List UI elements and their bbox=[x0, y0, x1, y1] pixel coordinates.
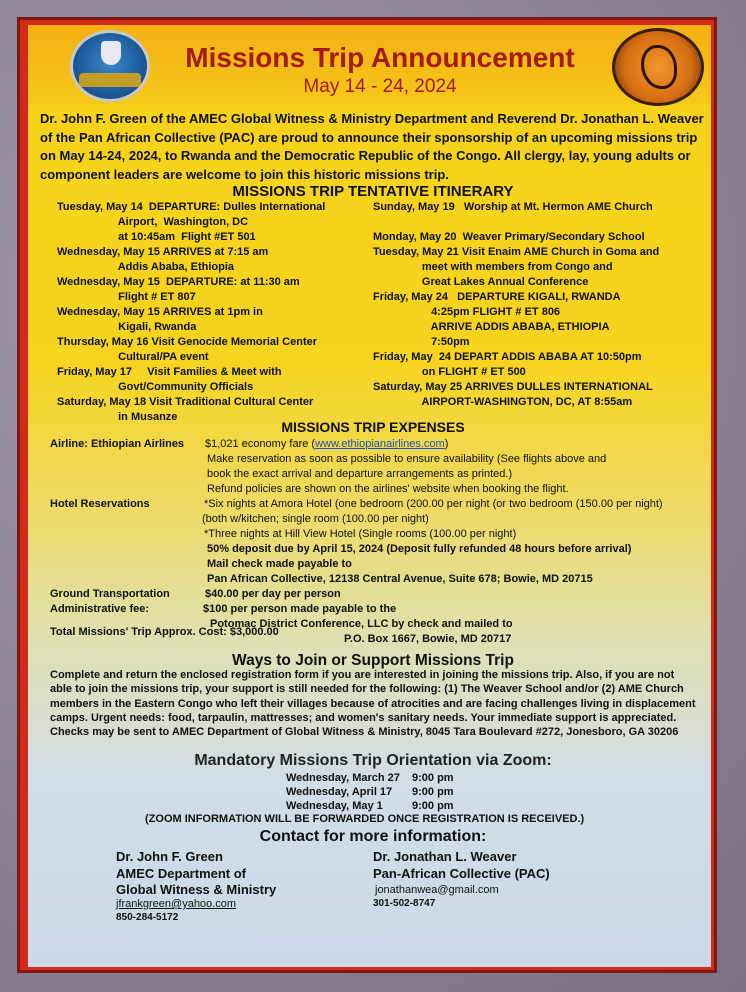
contact-green-org: AMEC Department of bbox=[116, 866, 247, 881]
admin-line: Potomac District Conference, LLC by check and mailed to bbox=[210, 618, 513, 630]
itinerary-line: Sunday, May 19 Worship at Mt. Hermon AME Church bbox=[373, 201, 653, 213]
itinerary-heading: MISSIONS TRIP TENTATIVE ITINERARY bbox=[232, 183, 514, 200]
contact-weaver-email[interactable]: jonathanwea@gmail.com bbox=[375, 884, 499, 896]
itinerary-line: Wednesday, May 15 ARRIVES at 1pm in bbox=[57, 306, 263, 318]
itinerary-line: AIRPORT-WASHINGTON, DC, AT 8:55am bbox=[373, 396, 633, 408]
itinerary-line: at 10:45am Flight #ET 501 bbox=[57, 231, 256, 243]
itinerary-line: Saturday, May 18 Visit Traditional Cultural Center bbox=[57, 396, 314, 408]
itinerary-left-column bbox=[57, 200, 325, 425]
itinerary-line: Tuesday, May 14 DEPARTURE: Dulles International bbox=[57, 201, 326, 213]
itinerary-line: Friday, May 24 DEPART ADDIS ABABA AT 10:50pm bbox=[373, 351, 642, 363]
banner-icon bbox=[79, 73, 141, 87]
itinerary-line: ARRIVE ADDIS ABABA, ETHIOPIA bbox=[373, 321, 610, 333]
airline-note: Refund policies are shown on the airlines' website when booking the flight. bbox=[207, 483, 569, 495]
hotel-line: *Three nights at Hill View Hotel (Single rooms (100.00 per night) bbox=[204, 528, 517, 540]
itinerary-line: Kigali, Rwanda bbox=[57, 321, 197, 333]
itinerary-line: in Musanze bbox=[57, 411, 178, 423]
itinerary-line: Friday, May 17 Visit Families & Meet with bbox=[57, 366, 282, 378]
itinerary-line: Monday, May 20 Weaver Primary/Secondary School bbox=[373, 231, 645, 243]
itinerary-spacer bbox=[373, 215, 659, 230]
airline-website-link[interactable]: www.ethiopianairlines.com bbox=[315, 438, 445, 450]
airline-label: Airline: Ethiopian Airlines bbox=[50, 438, 185, 450]
intro-paragraph: Dr. John F. Green of the AMEC Global Witness & Ministry Department and Reverend Dr. Jonathan L. Weaver of the Pan African Collective (PAC) are proud to announce their sponsorship of an upcoming missions trip on May 14-24, 2024, to Rwanda and the Democratic Republic of the Congo. All clergy, lay, young adults or component leaders are welcome to join this historic missions trip. bbox=[40, 111, 704, 182]
global-witness-logo bbox=[70, 30, 150, 102]
hotel-line: Pan African Collective, 12138 Central Avenue, Suite 678; Bowie, MD 20715 bbox=[207, 573, 593, 585]
hotel-deposit: 50% deposit due by April 15, 2024 (Deposit fully refunded 48 hours before arrival) bbox=[207, 543, 632, 555]
zoom-heading: Mandatory Missions Trip Orientation via Zoom: bbox=[194, 752, 552, 769]
contact-weaver-org: Pan-African Collective (PAC) bbox=[373, 866, 550, 881]
admin-label: Administrative fee: bbox=[50, 603, 150, 615]
contact-heading: Contact for more information: bbox=[259, 828, 487, 845]
itinerary-line: on FLIGHT # ET 500 bbox=[373, 366, 526, 378]
contact-green-email[interactable]: jfrankgreen@yahoo.com bbox=[116, 898, 237, 910]
join-heading: Ways to Join or Support Missions Trip bbox=[232, 652, 514, 669]
expenses-section bbox=[50, 437, 710, 637]
itinerary-line: Tuesday, May 21 Visit Enaim AME Church in Goma and bbox=[373, 246, 660, 258]
shield-icon bbox=[101, 41, 121, 65]
itinerary-line: Friday, May 24 DEPARTURE KIGALI, RWANDA bbox=[373, 291, 621, 303]
itinerary-line: Wednesday, May 15 ARRIVES at 7:15 am bbox=[57, 246, 269, 258]
airline-note: Make reservation as soon as possible to ensure availability (See flights above and bbox=[207, 453, 607, 465]
zoom-session-day: Wednesday, May 1 bbox=[286, 800, 383, 812]
itinerary-line: Wednesday, May 15 DEPARTURE: at 11:30 am bbox=[57, 276, 300, 288]
ground-label: Ground Transportation bbox=[50, 588, 170, 600]
airline-fare-text: $1,021 economy fare ( bbox=[205, 438, 316, 450]
itinerary-line: Cultural/PA event bbox=[57, 351, 209, 363]
hotel-line: Mail check made payable to bbox=[207, 558, 352, 570]
itinerary-right-column bbox=[373, 200, 659, 410]
zoom-session bbox=[286, 786, 454, 798]
page-title: Missions Trip Announcement bbox=[185, 42, 575, 73]
zoom-session-day: Wednesday, March 27 bbox=[286, 772, 400, 784]
total-cost: Total Missions' Trip Approx. Cost: $3,000.00 bbox=[50, 626, 279, 638]
airline-note: book the exact arrival and departure arrangements as printed.) bbox=[207, 468, 513, 480]
zoom-session bbox=[286, 800, 454, 812]
hotel-line: *Six nights at Amora Hotel (one bedroom (200.00 per night (or two bedroom (150.00 per night) bbox=[204, 498, 663, 510]
contact-weaver-phone: 301-502-8747 bbox=[373, 898, 436, 909]
zoom-session-day: Wednesday, April 17 bbox=[286, 786, 393, 798]
itinerary-line: Great Lakes Annual Conference bbox=[373, 276, 589, 288]
ground-value: $40.00 per day per person bbox=[205, 588, 341, 600]
contact-green-name: Dr. John F. Green bbox=[116, 849, 223, 864]
itinerary-line: Flight # ET 807 bbox=[57, 291, 196, 303]
itinerary-line: Addis Ababa, Ethiopia bbox=[57, 261, 235, 273]
itinerary-line: 7:50pm bbox=[373, 336, 470, 348]
itinerary-line: Airport, Washington, DC bbox=[57, 216, 249, 228]
hotel-label: Hotel Reservations bbox=[50, 498, 150, 510]
airline-fare-close: ) bbox=[444, 438, 449, 450]
po-box: P.O. Box 1667, Bowie, MD 20717 bbox=[344, 633, 512, 645]
zoom-session-time: 9:00 pm bbox=[412, 800, 454, 812]
itinerary-line: Saturday, May 25 ARRIVES DULLES INTERNATIONAL bbox=[373, 381, 653, 393]
contact-green-phone: 850-284-5172 bbox=[116, 912, 179, 923]
zoom-session-time: 9:00 pm bbox=[412, 786, 454, 798]
itinerary-line: Govt/Community Officials bbox=[57, 381, 254, 393]
expenses-heading: MISSIONS TRIP EXPENSES bbox=[281, 419, 465, 435]
itinerary-line: Thursday, May 16 Visit Genocide Memorial Center bbox=[57, 336, 318, 348]
trip-dates: May 14 - 24, 2024 bbox=[303, 76, 457, 97]
hotel-line: (both w/kitchen; single room (100.00 per night) bbox=[202, 513, 429, 525]
pan-african-collective-logo bbox=[612, 28, 704, 106]
contact-weaver-name: Dr. Jonathan L. Weaver bbox=[373, 849, 517, 864]
join-paragraph: Complete and return the enclosed registration form if you are interested in joining the missions trip. Also, if you are not able to join the missions trip, your support is still needed for the following: (1) The Weaver School and/or (2) AME Church members in the Eastern Congo who left their villages because of atrocities and are facing challenges living in displacement camps. Urgent needs: food, tarpaulin, mattresses; and women's sanitary needs. Your immediate support is appreciated. Checks may be sent to AMEC Department of Global Witness & Ministry, 8045 Tara Boulevard #272, Jonesboro, GA 30206 bbox=[50, 669, 696, 739]
itinerary-line: 4:25pm FLIGHT # ET 806 bbox=[373, 306, 561, 318]
africa-map-icon bbox=[641, 45, 677, 89]
admin-line: $100 per person made payable to the bbox=[203, 603, 397, 615]
itinerary-line: meet with members from Congo and bbox=[373, 261, 613, 273]
zoom-session bbox=[286, 772, 454, 784]
contact-green-org: Global Witness & Ministry bbox=[116, 882, 277, 897]
zoom-session-time: 9:00 pm bbox=[412, 772, 454, 784]
zoom-note: (ZOOM INFORMATION WILL BE FORWARDED ONCE REGISTRATION IS RECEIVED.) bbox=[145, 813, 585, 825]
airline-fare bbox=[205, 437, 448, 452]
